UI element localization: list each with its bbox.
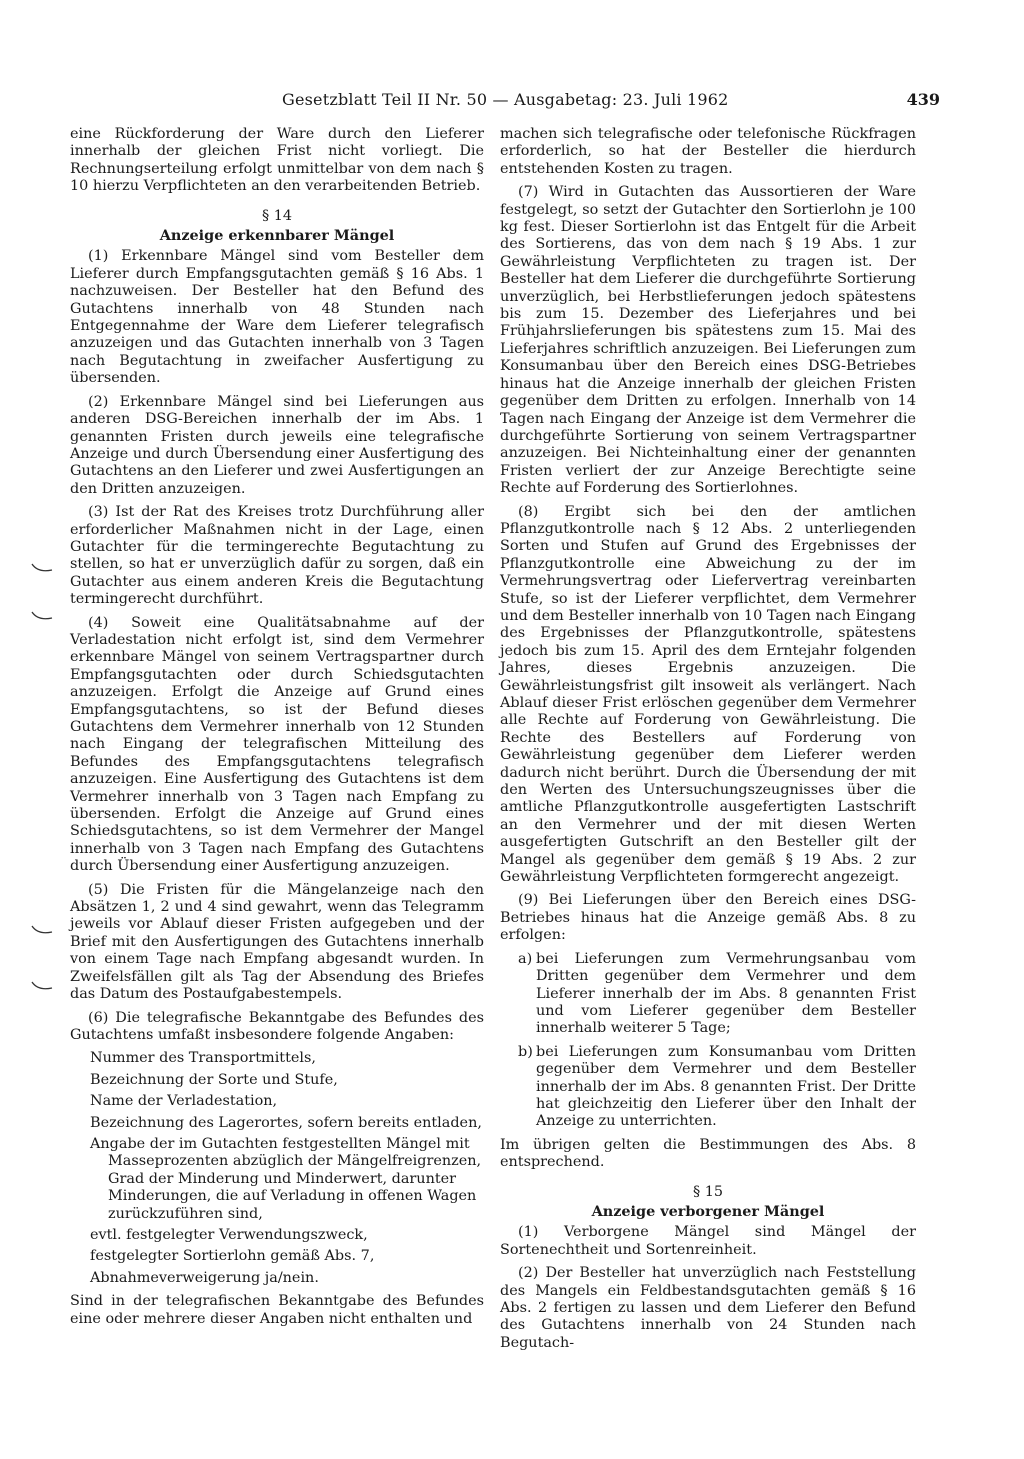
list-item-text: bei Lieferungen zum Konsumanbau vom Dritten gegenüber dem Vermehrer und dem Besteller innerhalb der im Abs. 8 genannten Frist. Der Dritte hat gleichzeitig den Lieferer über den Inhalt der Anzeige zu unterrichten. [536, 1043, 916, 1130]
list-item-text: bei Lieferungen zum Vermehrungsanbau vom Dritten gegenüber dem Vermehrer und dem Lieferer innerhalb der im Abs. 8 genannten Frist und vom Lieferer gegenüber dem Besteller innerhalb weiterer 5 Tage; [536, 950, 916, 1037]
right-intro-paragraph: machen sich telegrafische oder telefonische Rückfragen erforderlich, so hat der Besteller die hierdurch entstehenden Kosten zu tragen. [500, 126, 916, 177]
list-item: Nummer des Transportmittels, [90, 1050, 316, 1067]
s14-paragraph-8: (8) Ergibt sich bei den der amtlichen Pflanzgutkontrolle nach § 12 Abs. 2 unterliegenden Sorten und Stufen auf Grund des Ergebnisses der Pflanzgutkontrolle eine Abweichung zu der im Vermehrungsvertrag oder Liefervertrag vereinbarten Stufe, so ist der Lieferer verpflichtet, dem Vermehrer und dem Besteller innerhalb von 10 Tagen nach Eingang des Ergebnisses der Pflanzgutkontrolle, spätestens jedoch bis zum 15. April des dem Erntejahr folgenden Jahres, dieses Ergebnis anzuzeigen. Die Gewährleistungsfrist gilt insoweit als verlängert. Nach Ablauf dieser Frist erlöschen gegenüber dem Vermehrer alle Rechte auf Forderung von Gewährleistung. Die Rechte des Bestellers auf Forderung von Gewährleistung gegenüber dem Lieferer werden dadurch nicht berührt. Durch die Übersendung der mit den Werten des Untersuchungszeugnisses über die amtliche Pflanzgutkontrolle ausgefertigten Lastschrift an den Vermehrer und der mit diesen Werten ausgefertigten Gutschrift an den Besteller gilt der Mangel als gegenüber dem gemäß § 19 Abs. 2 zur Gewährleistung Verpflichteten formgerecht angezeigt. [500, 503, 916, 886]
s14-paragraph-7: (7) Wird in Gutachten das Aussortieren der Ware festgelegt, so setzt der Gutachter den Sortierlohn je 100 kg fest. Dieser Sortierlohn ist das Entgelt für die Arbeit des Sortierens, das von dem nach § 19 Abs. 1 zur Gewährleistung Verpflichteten zu tragen ist. Der Besteller hat dem Lieferer die durchgeführte Sortierung unverzüglich, bei Herbstlieferungen jedoch spätestens bis zum 15. Dezember des Lieferjahres und bei Frühjahrslieferungen bis spätestens zum 15. Mai des Lieferjahres schriftlich anzuzeigen. Bei Lieferungen zum Konsumanbau über den Bereich eines DSG-Betriebes hinaus hat die Anzeige innerhalb der gleichen Fristen gegenüber dem Dritten zu erfolgen. Innerhalb von 14 Tagen nach Eingang der Anzeige ist dem Vermehrer die durchgeführte Sortierung von seinem Vertragspartner anzuzeigen. Bei Nichteinhaltung einer der genannten Fristen verliert der zur Anzeige Berechtigte seine Rechte auf Forderung des Sortierlohnes. [500, 184, 916, 497]
s15-paragraph-1: (1) Verborgene Mängel sind Mängel der Sortenechtheit und Sortenreinheit. [500, 1224, 916, 1258]
list-item: Bezeichnung des Lagerortes, sofern bereits entladen, [90, 1114, 482, 1131]
list-item-label: a) [518, 950, 533, 967]
gazette-title: Gesetzblatt Teil II Nr. 50 — Ausgabetag: 23. Juli 1962 [282, 90, 729, 109]
list-item-label: b) [518, 1043, 533, 1060]
s14-paragraph-5: (5) Die Fristen für die Mängelanzeige nach den Absätzen 1, 2 und 4 sind gewahrt, wenn das Telegramm jeweils vor Ablauf dieser Fristen aufgegeben und der Brief mit den Ausfertigungen des Gutachtens innerhalb von einem Tage nach Empfang abgesandt wurden. In Zweifelsfällen gilt als Tag der Absendung des Briefes das Datum des Postaufgabestempels. [70, 881, 484, 1003]
section-14-number: § 14 [261, 207, 293, 224]
s14-paragraph-3: (3) Ist der Rat des Kreises trotz Durchführung aller erforderlicher Maßnahmen nicht in der Lage, einen Gutachter für die termingerechte Begutachtung zu stellen, so hat er unverzüglich dafür zu sorgen, daß ein Gutachter aus einem anderen Kreis die Begutachtung termingerecht durchführt. [70, 504, 484, 608]
list-item: Name der Verladestation, [90, 1093, 278, 1110]
page-number: 439 [906, 90, 940, 109]
s14-paragraph-1: (1) Erkennbare Mängel sind vom Besteller dem Lieferer durch Empfangsgutachten gemäß § 16 Abs. 1 nachzuweisen. Der Besteller hat den Befund des Gutachtens innerhalb von 48 Stunden nach Entgegennahme der Ware dem Lieferer telegrafisch anzuzeigen und das Gutachten innerhalb von 3 Tagen nach Begutachtung in zweifacher Ausfertigung zu übersenden. [70, 248, 484, 387]
section-15-number: § 15 [692, 1183, 724, 1200]
list-item: Bezeichnung der Sorte und Stufe, [90, 1071, 338, 1088]
right-after-paragraph: Im übrigen gelten die Bestimmungen des Abs. 8 entsprechend. [500, 1136, 916, 1171]
margin-check-mark-icon [30, 560, 54, 574]
list-item: festgelegter Sortierlohn gemäß Abs. 7, [90, 1248, 375, 1265]
left-column [70, 126, 484, 1334]
left-closing-paragraph: Sind in der telegrafischen Bekanntgabe des Befundes eine oder mehrere dieser Angaben nicht enthalten und [70, 1293, 484, 1327]
s14-paragraph-9: (9) Bei Lieferungen über den Bereich eines DSG-Betriebes hinaus hat die Anzeige gemäß Abs. 8 zu erfolgen: [500, 892, 916, 944]
left-intro-paragraph: eine Rückforderung der Ware durch den Lieferer innerhalb der gleichen Frist nicht vorliegt. Die Rechnungserteilung erfolgt unmittelbar von dem nach § 10 hierzu Verpflichteten an den verarbeitenden Betrieb. [70, 126, 484, 195]
list-item [518, 951, 916, 1038]
alpha-list [518, 951, 916, 1131]
indications-list [90, 1050, 484, 1287]
margin-check-mark-icon [30, 608, 54, 622]
page-header [60, 90, 940, 114]
section-14-heading: Anzeige erkennbarer Mängel [159, 227, 395, 245]
right-column [500, 126, 916, 1358]
s14-paragraph-4: (4) Soweit eine Qualitätsabnahme auf der Verladestation nicht erfolgt ist, sind dem Vermehrer erkennbare Mängel von seinem Vertragspartner durch Empfangsgutachten oder durch Schiedsgutachten anzuzeigen. Erfolgt die Anzeige auf Grund eines Empfangsgutachtens, so ist der Befund dieses Gutachtens dem Vermehrer innerhalb von 12 Stunden nach Eingang der telegrafischen Mitteilung des Befundes des Empfangsgutachtens telegrafisch anzuzeigen. Eine Ausfertigung des Gutachtens ist dem Vermehrer innerhalb von 3 Tagen nach Empfang zu übersenden. Erfolgt die Anzeige auf Grund eines Schiedsgutachtens, so ist dem Vermehrer der Mangel innerhalb von 3 Tagen nach Empfang des Gutachtens durch Übersendung einer Ausfertigung anzuzeigen. [70, 614, 484, 875]
margin-check-mark-icon [30, 978, 54, 992]
margin-check-mark-icon [30, 922, 54, 936]
list-item [518, 1044, 916, 1131]
list-item: Angabe der im Gutachten festgestellten Mängel mit Masseprozenten abzüglich der Mängelfreigrenzen, Grad der Minderung und Minderwert, darunter Minderungen, die auf Verladung in offenen Wagen zurückzuführen sind, [90, 1135, 482, 1222]
list-item: Abnahmeverweigerung ja/nein. [90, 1269, 319, 1286]
section-15-heading: Anzeige verborgener Mängel [591, 1202, 825, 1220]
s14-paragraph-6: (6) Die telegrafische Bekanntgabe des Befundes des Gutachtens umfaßt insbesondere folgende Angaben: [70, 1009, 484, 1043]
s14-paragraph-2: (2) Erkennbare Mängel sind bei Lieferungen aus anderen DSG-Bereichen innerhalb der im Abs. 1 genannten Fristen durch jeweils eine telegrafische Anzeige und durch Übersendung einer Ausfertigung des Gutachtens an den Lieferer und zwei Ausfertigungen an den Dritten anzuzeigen. [70, 393, 484, 497]
list-item: evtl. festgelegter Verwendungszweck, [90, 1226, 368, 1243]
s15-paragraph-2: (2) Der Besteller hat unverzüglich nach Feststellung des Mangels ein Feldbestandsgutachten gemäß § 16 Abs. 2 fertigen zu lassen und dem Lieferer den Befund des Gutachtens innerhalb von 24 Stunden nach Begutach- [500, 1265, 916, 1351]
